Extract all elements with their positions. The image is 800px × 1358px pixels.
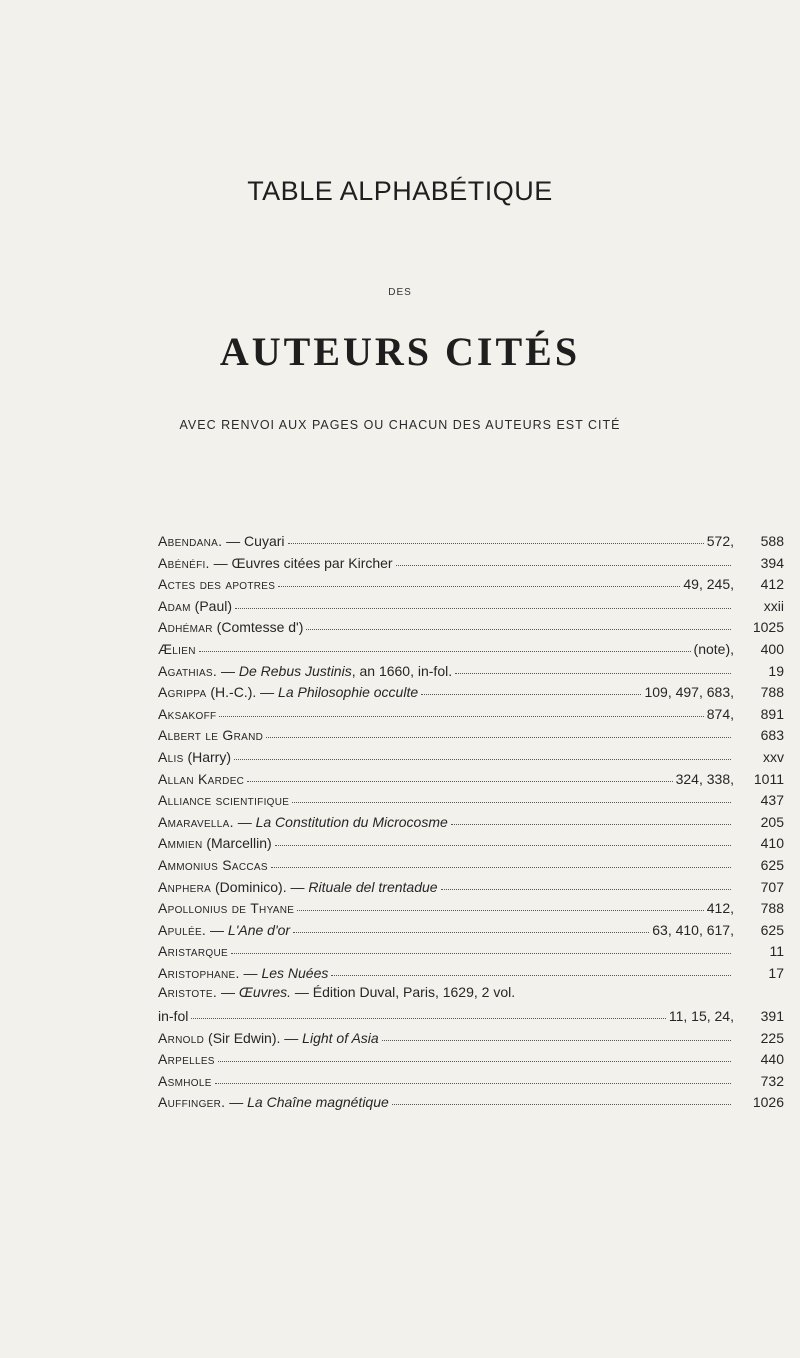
leader-dots bbox=[306, 615, 731, 630]
author-name: Aristarque bbox=[158, 943, 228, 960]
last-page-ref: 437 bbox=[760, 792, 784, 809]
index-entry bbox=[158, 963, 784, 985]
index-entry bbox=[158, 682, 784, 704]
author-name: Agathias. bbox=[158, 662, 218, 679]
page-title: TABLE ALPHABÉTIQUE bbox=[247, 176, 553, 206]
work-title: La Constitution du Microcosme bbox=[255, 813, 448, 830]
entry-detail: — Œuvres citées par Kircher bbox=[209, 554, 393, 571]
last-page-ref: 410 bbox=[760, 835, 784, 852]
last-page-ref: 625 bbox=[760, 856, 784, 873]
leader-dots bbox=[421, 680, 641, 695]
entry-detail: (Harry) bbox=[183, 748, 231, 765]
entry-text bbox=[158, 1073, 212, 1089]
author-name: Arpelles bbox=[158, 1051, 215, 1068]
entry-text bbox=[158, 576, 275, 592]
page-refs: 109, 497, 683, bbox=[644, 684, 734, 701]
entry-detail: (H.-C.). — bbox=[206, 684, 279, 701]
leader-dots bbox=[292, 788, 731, 803]
last-page-ref: 625 bbox=[760, 921, 784, 938]
index-entry bbox=[158, 747, 784, 769]
author-name: Apollonius de Thyane bbox=[158, 900, 295, 917]
last-page-ref: 1026 bbox=[752, 1094, 784, 1111]
entry-text bbox=[158, 598, 232, 614]
work-title: Œuvres. bbox=[238, 984, 291, 1001]
entry-text bbox=[158, 1030, 379, 1046]
author-name: Arnold bbox=[158, 1029, 205, 1046]
index-entry bbox=[158, 596, 784, 618]
index-entry bbox=[158, 898, 784, 920]
entry-text bbox=[158, 663, 452, 679]
last-page-ref: 588 bbox=[760, 533, 784, 549]
entry-detail: (Comtesse d') bbox=[212, 619, 304, 636]
leader-dots bbox=[199, 637, 691, 652]
index-entry bbox=[158, 574, 784, 596]
last-page-ref: 400 bbox=[760, 640, 784, 657]
author-name: Anphera bbox=[158, 878, 212, 895]
last-page-ref: 891 bbox=[760, 705, 784, 722]
last-page-ref: 205 bbox=[760, 813, 784, 830]
author-name: Adam bbox=[158, 597, 191, 614]
leader-dots bbox=[288, 529, 704, 544]
entry-detail-after: — Édition Duval, Paris, 1629, 2 vol. bbox=[291, 984, 516, 1001]
entry-detail: — bbox=[233, 813, 256, 830]
author-name: Alis bbox=[158, 748, 184, 765]
page-refs: 874, bbox=[706, 705, 734, 722]
page-refs: 572, bbox=[706, 533, 734, 549]
entry-text bbox=[158, 706, 216, 722]
index-entry bbox=[158, 553, 784, 575]
last-page-ref: 19 bbox=[768, 662, 784, 679]
index-entry bbox=[158, 790, 784, 812]
author-name: Ammien bbox=[158, 835, 203, 852]
entry-text bbox=[158, 814, 448, 830]
entry-text bbox=[158, 1051, 215, 1067]
work-title: Light of Asia bbox=[302, 1029, 379, 1046]
leader-dots bbox=[191, 1004, 666, 1019]
entry-text bbox=[158, 835, 272, 851]
leader-dots bbox=[219, 702, 703, 717]
index-entry bbox=[158, 833, 784, 855]
entry-text bbox=[158, 641, 196, 657]
entry-detail-after: , an 1660, in-fol. bbox=[351, 662, 453, 679]
index-entry bbox=[158, 1028, 784, 1050]
entry-detail: — bbox=[239, 964, 262, 981]
index-list bbox=[158, 531, 784, 1114]
leader-dots bbox=[331, 961, 731, 976]
index-entry bbox=[158, 1092, 784, 1114]
work-title: La Philosophie occulte bbox=[278, 684, 419, 701]
entry-text bbox=[158, 984, 515, 1000]
page-refs: (note), bbox=[693, 640, 734, 657]
author-name: Aksakoff bbox=[158, 705, 217, 722]
author-name: Auffinger. bbox=[158, 1094, 226, 1111]
last-page-ref: xxv bbox=[763, 748, 784, 765]
entry-detail: — bbox=[225, 1094, 248, 1111]
entry-detail: (Paul) bbox=[190, 597, 232, 614]
leader-dots bbox=[231, 939, 731, 954]
leader-dots bbox=[451, 810, 731, 825]
page-refs: 11, 15, 24, bbox=[668, 1008, 734, 1025]
entry-text bbox=[158, 1094, 389, 1110]
entry-text bbox=[158, 792, 289, 808]
author-name: Apulée. bbox=[158, 921, 207, 938]
last-page-ref: 11 bbox=[769, 943, 784, 960]
last-page-ref: 412 bbox=[760, 576, 784, 593]
index-entry bbox=[158, 1071, 784, 1093]
entry-text bbox=[158, 533, 285, 549]
last-page-ref: 17 bbox=[768, 964, 784, 981]
last-page-ref: 707 bbox=[760, 878, 784, 895]
work-title: Rituale del trentadue bbox=[308, 878, 438, 895]
leader-dots bbox=[396, 551, 731, 566]
work-title: L'Ane d'or bbox=[227, 921, 291, 938]
entry-text bbox=[158, 727, 263, 743]
entry-text bbox=[158, 879, 438, 895]
leader-dots bbox=[278, 572, 680, 587]
entry-detail: in-fol bbox=[158, 1008, 189, 1025]
author-name: Asmhole bbox=[158, 1072, 212, 1089]
index-entry bbox=[158, 1049, 784, 1071]
last-page-ref: 225 bbox=[760, 1029, 784, 1046]
index-entry bbox=[158, 661, 784, 683]
entry-text bbox=[158, 749, 231, 765]
entry-text bbox=[158, 900, 294, 916]
leader-dots bbox=[271, 853, 731, 868]
page-refs: 412, bbox=[706, 900, 734, 917]
leader-dots bbox=[266, 723, 731, 738]
author-name: Alliance scientifique bbox=[158, 792, 290, 809]
entry-text bbox=[158, 684, 418, 700]
index-entry bbox=[158, 617, 784, 639]
index-entry bbox=[158, 984, 784, 1006]
page-refs: 63, 410, 617, bbox=[652, 921, 734, 938]
leader-dots bbox=[293, 918, 649, 933]
author-name: Ælien bbox=[158, 640, 196, 657]
entry-text bbox=[158, 857, 268, 873]
author-name: Ammonius Saccas bbox=[158, 856, 268, 873]
leader-dots bbox=[235, 594, 731, 609]
leader-dots bbox=[218, 1047, 731, 1062]
entry-text bbox=[158, 555, 393, 571]
index-entry bbox=[158, 920, 784, 942]
index-entry bbox=[158, 639, 784, 661]
last-page-ref: xxii bbox=[763, 597, 784, 614]
work-title: De Rebus Justinis bbox=[238, 662, 352, 679]
author-name: Abendana. bbox=[158, 533, 223, 549]
author-name: Abénéfi. bbox=[158, 554, 210, 571]
leader-dots bbox=[247, 767, 672, 782]
author-name: Aristophane. bbox=[158, 964, 240, 981]
index-entry bbox=[158, 1006, 784, 1028]
page-refs: 49, 245, bbox=[683, 576, 734, 593]
leader-dots bbox=[234, 745, 731, 760]
last-page-ref: 440 bbox=[760, 1051, 784, 1068]
page-refs: 324, 338, bbox=[675, 770, 734, 787]
entry-text bbox=[158, 619, 303, 635]
entry-detail: (Sir Edwin). — bbox=[204, 1029, 303, 1046]
leader-dots bbox=[392, 1090, 731, 1105]
author-name: Aristote. bbox=[158, 984, 218, 1001]
entry-text bbox=[158, 771, 244, 787]
leader-dots bbox=[215, 1069, 731, 1084]
author-name: Actes des apotres bbox=[158, 576, 276, 593]
entry-detail: — Cuyari bbox=[222, 533, 285, 549]
entry-text bbox=[158, 922, 290, 938]
last-page-ref: 788 bbox=[760, 684, 784, 701]
leader-dots bbox=[441, 875, 731, 890]
last-page-ref: 1011 bbox=[753, 770, 784, 787]
last-page-ref: 732 bbox=[760, 1072, 784, 1089]
index-entry bbox=[158, 855, 784, 877]
work-title: La Chaîne magnétique bbox=[247, 1094, 389, 1111]
index-entry bbox=[158, 531, 784, 553]
last-page-ref: 788 bbox=[760, 900, 784, 917]
index-entry bbox=[158, 941, 784, 963]
entry-detail: — bbox=[217, 662, 239, 679]
entry-detail: (Dominico). — bbox=[211, 878, 309, 895]
entry-text bbox=[158, 965, 328, 981]
last-page-ref: 1025 bbox=[752, 619, 784, 636]
leader-dots bbox=[455, 659, 731, 674]
index-entry bbox=[158, 704, 784, 726]
index-entry bbox=[158, 769, 784, 791]
entry-detail: — bbox=[206, 921, 228, 938]
index-entry bbox=[158, 812, 784, 834]
entry-text bbox=[158, 943, 228, 959]
last-page-ref: 394 bbox=[760, 554, 784, 571]
author-name: Albert le Grand bbox=[158, 727, 264, 744]
leader-dots bbox=[297, 896, 703, 911]
index-entry bbox=[158, 877, 784, 899]
entry-detail: (Marcellin) bbox=[202, 835, 272, 852]
last-page-ref: 683 bbox=[760, 727, 784, 744]
subtitle: AVEC RENVOI AUX PAGES OU CHACUN DES AUTEURS EST CITÉ bbox=[179, 418, 621, 432]
work-title: Les Nuées bbox=[261, 964, 329, 981]
entry-text bbox=[158, 1008, 188, 1024]
author-name: Amaravella. bbox=[158, 813, 234, 830]
title-connector: DES bbox=[388, 287, 412, 298]
main-heading: AUTEURS CITÉS bbox=[219, 329, 581, 374]
author-name: Adhémar bbox=[158, 619, 213, 636]
leader-dots bbox=[382, 1026, 731, 1041]
index-entry bbox=[158, 725, 784, 747]
leader-dots bbox=[275, 831, 731, 846]
author-name: Agrippa bbox=[158, 684, 207, 701]
author-name: Allan Kardec bbox=[158, 770, 245, 787]
entry-detail: — bbox=[217, 984, 239, 1001]
last-page-ref: 391 bbox=[760, 1008, 784, 1025]
